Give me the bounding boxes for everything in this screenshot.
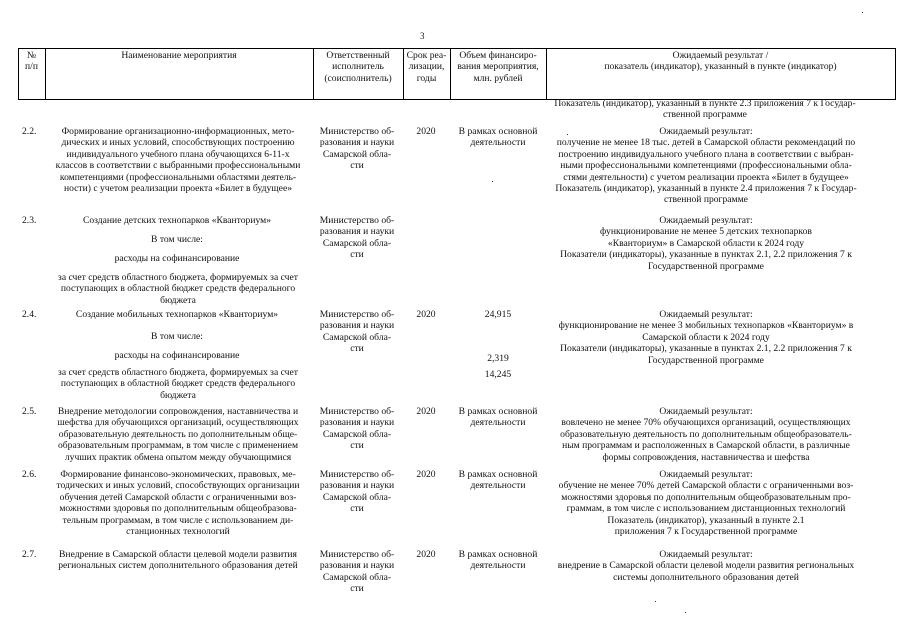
text-line: исполнитель <box>332 61 384 73</box>
text-line: Самарской обла- <box>322 148 392 160</box>
text-line: внедрение в Самарской области целевой модели развития региональных <box>557 560 855 572</box>
row-executor <box>312 469 402 515</box>
text-line: региональных систем дополнительного образования детей <box>58 560 298 572</box>
row-executor <box>312 309 402 355</box>
text-line: В рамках основной <box>458 549 538 560</box>
row-name-cofinancing: расходы на софинансирование <box>114 350 240 361</box>
row-result <box>540 309 872 366</box>
row-name-including: В том числе: <box>151 234 203 245</box>
text-line: Показатели (индикаторы), указанные в пунктах 2.1, 2.2 приложения 7 к <box>560 249 852 261</box>
text-line: построению индивидуального учебного плана в соответствии с выбран- <box>558 148 854 160</box>
text-line: Министерство об- <box>319 215 395 226</box>
row-number: 2.6. <box>22 469 37 480</box>
text-line: Внедрение в Самарской области целевой модели развития <box>59 549 297 560</box>
text-line: Показатель (индикатор), указанный в пункте 2.4 приложения 7 к Государ- <box>555 183 857 195</box>
text-line: Министерство об- <box>319 309 395 320</box>
text-line: приложения 7 к Государственной программе <box>614 526 798 538</box>
text-line: ственной программе <box>664 194 748 206</box>
text-line: вания мероприятия, <box>457 61 539 73</box>
text-line: лучших практик обмена опытом между обучающимися <box>64 451 292 463</box>
text-line: Министерство об- <box>319 549 395 560</box>
text-line: Формирование организационно-информационных, мето- <box>61 126 295 137</box>
text-line: деятельности <box>470 137 526 149</box>
text-line: Самарской обла- <box>322 491 392 503</box>
text-line: Министерство об- <box>319 126 395 137</box>
scan-speck <box>862 12 863 13</box>
text-line: Ожидаемый результат: <box>659 469 753 480</box>
text-line: Показатели (индикаторы), указанные в пунктах 2.1, 2.2 приложения 7 к <box>560 343 852 355</box>
text-line: ными профессиональными компетенциями (профессиональными обла- <box>560 160 852 172</box>
text-line: сти <box>350 440 364 452</box>
text-line: Формирование финансово-экономических, правовых, ме- <box>60 469 296 480</box>
text-line: разования и науки <box>319 137 395 149</box>
row-name-title: Создание детских технопарков «Кванториум» <box>82 215 272 226</box>
text-line: образовательным программам, в том числе с применением <box>57 440 299 452</box>
text-line: Государственной программе <box>648 260 764 272</box>
scan-speck <box>685 612 686 613</box>
text-line: образовательную деятельность по дополнительным общеобразователь- <box>560 428 852 440</box>
row-name-title: Создание мобильных технопарков «Кванториум» <box>75 309 279 320</box>
text-line: Показатель (индикатор), указанный в пункте 2.1 <box>607 514 805 526</box>
text-line: Государственной программе <box>648 354 764 366</box>
header-executor <box>313 49 403 99</box>
text-line: разования и науки <box>319 320 395 332</box>
row-result <box>540 549 872 583</box>
text-line: млн. рублей <box>473 72 523 84</box>
text-line: разования и науки <box>319 226 395 238</box>
row-name <box>43 126 313 194</box>
text-line: Ответственный <box>326 50 390 61</box>
row-executor <box>312 126 402 172</box>
text-line: деятельности <box>470 417 526 429</box>
text-line: сти <box>350 583 364 595</box>
text-line: можностями здоровья по дополнительным общеобразова- <box>59 503 297 515</box>
text-line: Министерство об- <box>319 406 395 417</box>
row-term: 2020 <box>416 126 436 137</box>
text-line: показатель (индикатор), указанный в пункте (индикатор) <box>604 61 837 73</box>
text-line: Срок реа- <box>406 50 447 61</box>
row-result <box>540 215 872 272</box>
text-line: В рамках основной <box>458 469 538 480</box>
text-line: Наименование мероприятия <box>121 50 237 61</box>
header-volume <box>450 49 546 99</box>
row-volume-total: 24,915 <box>484 309 512 320</box>
text-line: Показатель (индикатор), указанный в пункте 2.3 приложения 7 к Государ- <box>554 98 856 109</box>
scan-speck <box>655 601 656 602</box>
text-line: В рамках основной <box>458 126 538 137</box>
text-line: тельным программам, в том числе с использованием ди- <box>62 514 294 526</box>
text-line: за счет средств областного бюджета, формируемых за счет <box>58 272 298 283</box>
row-number: 2.2. <box>22 126 37 137</box>
row-volume-cofinancing: 2,319 <box>487 353 509 364</box>
text-line: формы сопровождения, наставничества и шефства <box>602 451 810 463</box>
text-line: Самарской области к 2024 году <box>642 331 770 343</box>
text-line: компетенциями (профессиональными областями деятель- <box>59 171 297 183</box>
text-line: сти <box>350 249 364 261</box>
text-line: функционирование не менее 5 детских технопарков <box>600 226 812 238</box>
text-line: Самарской обла- <box>322 571 392 583</box>
text-line: можностями здоровья по дополнительным общеобразовательным про- <box>561 491 851 503</box>
text-line: Внедрение методологии сопровождения, наставничества и <box>57 406 299 417</box>
text-line: деятельности <box>470 560 526 572</box>
row-term: 2020 <box>416 309 436 320</box>
text-line: разования и науки <box>319 560 395 572</box>
text-line: п/п <box>25 61 38 73</box>
row-result <box>540 469 872 537</box>
row-number: 2.7. <box>22 549 37 560</box>
text-line: ственной программе <box>663 109 747 121</box>
text-line: стями деятельности) с учетом реализации проекта «Билет в будущее» <box>563 171 849 183</box>
text-line: Ожидаемый результат: <box>659 126 753 137</box>
continuation-result <box>540 98 870 121</box>
row-volume-federal: 14,245 <box>484 369 512 380</box>
row-volume <box>449 469 547 492</box>
text-line: шефства для обучающихся организаций, осуществляющих <box>57 417 299 429</box>
row-term: 2020 <box>416 406 436 417</box>
text-line: Ожидаемый результат / <box>672 50 769 61</box>
text-line: Ожидаемый результат: <box>659 215 753 226</box>
row-name-federal <box>43 272 313 306</box>
header-term <box>403 49 450 99</box>
page-number: 3 <box>420 31 425 41</box>
header-result <box>546 49 895 99</box>
row-executor <box>312 215 402 261</box>
row-name <box>43 549 313 572</box>
text-line: тодических и иных условий, способствующих организации <box>56 480 300 492</box>
text-line: № <box>26 50 37 61</box>
text-line: Объем финансиро- <box>459 50 537 61</box>
row-number: 2.4. <box>22 309 37 320</box>
text-line: за счет средств областного бюджета, формируемых за счет <box>58 367 298 378</box>
text-line: Ожидаемый результат: <box>659 549 753 560</box>
text-line: разования и науки <box>319 480 395 492</box>
row-volume <box>449 406 547 429</box>
text-line: функционирование не менее 3 мобильных технопарков «Кванториум» в <box>558 320 854 332</box>
text-line: станционных технологий <box>126 526 230 538</box>
row-name <box>43 469 313 537</box>
header-name <box>45 49 313 99</box>
text-line: ности) с учетом реализации проекта «Билет в будущее» <box>63 183 292 195</box>
text-line: (соисполнитель) <box>324 72 392 84</box>
text-line: лизации, <box>408 61 445 73</box>
text-line: классов в соответствии с выбранными профессиональными <box>55 160 301 172</box>
row-volume <box>449 549 547 572</box>
row-result <box>540 126 872 206</box>
row-executor <box>312 549 402 595</box>
text-line: сти <box>350 503 364 515</box>
text-line: поступающих в областной бюджет средств федерального <box>60 283 296 295</box>
text-line: «Кванториум» в Самарской области к 2024 году <box>607 237 805 249</box>
row-name <box>43 406 313 463</box>
header-num <box>18 49 45 99</box>
scan-speck <box>492 181 493 182</box>
row-term: 2020 <box>416 469 436 480</box>
row-term: 2020 <box>416 549 436 560</box>
text-line: вовлечено не менее 70% обучающихся организаций, осуществляющих <box>561 417 851 429</box>
text-line: граммам, в том числе с использованием дистанционных технологий <box>566 503 846 515</box>
row-number: 2.3. <box>22 215 37 226</box>
text-line: ным программам и расположенных в Самарской области, в различные <box>562 440 850 452</box>
text-line: Самарской обла- <box>322 428 392 440</box>
row-name-cofinancing: расходы на софинансирование <box>114 253 240 264</box>
text-line: Самарской обла- <box>322 331 392 343</box>
text-line: сти <box>350 160 364 172</box>
text-line: годы <box>416 72 437 84</box>
row-name-federal <box>43 367 313 401</box>
text-line: бюджета <box>160 389 196 401</box>
text-line: Ожидаемый результат: <box>659 406 753 417</box>
text-line: системы дополнительного образования детей <box>613 571 799 583</box>
text-line: В рамках основной <box>458 406 538 417</box>
text-line: деятельности <box>470 480 526 492</box>
row-result <box>540 406 872 463</box>
text-line: Ожидаемый результат: <box>659 309 753 320</box>
text-line: Министерство об- <box>319 469 395 480</box>
text-line: сти <box>350 343 364 355</box>
text-line: Самарской обла- <box>322 237 392 249</box>
text-line: дических и иных условий, способствующих построению <box>61 137 295 149</box>
row-volume <box>449 126 547 149</box>
text-line: обучение не менее 70% детей Самарской области с ограниченными воз- <box>558 480 854 492</box>
text-line: бюджета <box>160 294 196 306</box>
text-line: поступающих в областной бюджет средств федерального <box>60 378 296 390</box>
text-line: индивидуального учебного плана обучающихся 6-11-х <box>66 148 290 160</box>
text-line: образовательную деятельность по дополнительным обще- <box>58 428 298 440</box>
text-line: обучения детей Самарской области с ограниченными воз- <box>59 491 297 503</box>
table-header <box>18 48 896 100</box>
row-executor <box>312 406 402 452</box>
row-number: 2.5. <box>22 406 37 417</box>
scan-speck <box>567 134 568 135</box>
text-line: разования и науки <box>319 417 395 429</box>
text-line: получение не менее 18 тыс. детей в Самарской области рекомендаций по <box>556 137 856 149</box>
row-name-including: В том числе: <box>151 331 203 342</box>
